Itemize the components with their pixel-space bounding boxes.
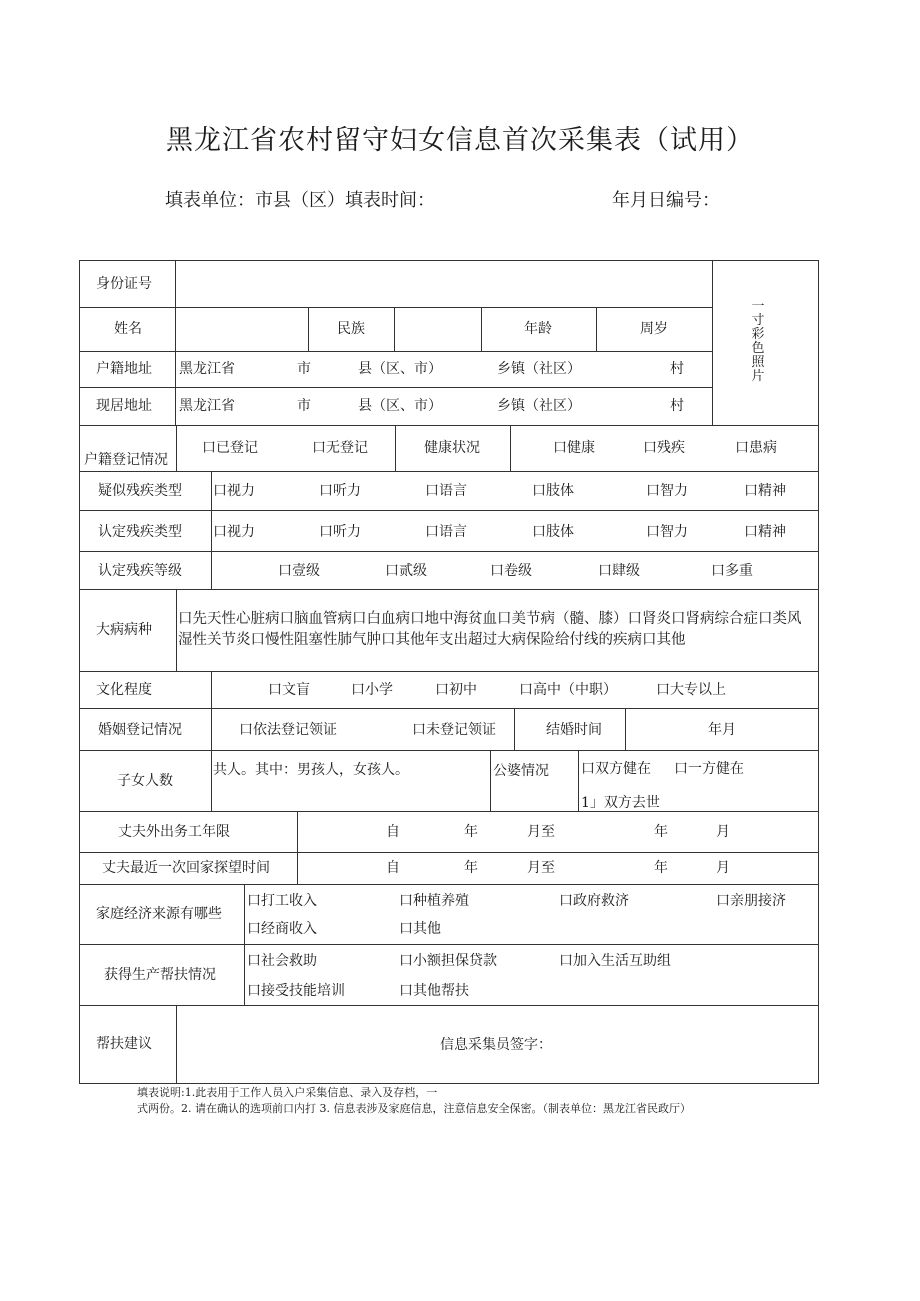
visit-year-1[interactable]: 年 xyxy=(464,860,478,876)
help-training-option[interactable]: 口接受技能培训 xyxy=(247,983,345,999)
edu-college-option[interactable]: 口大专以上 xyxy=(656,682,726,698)
live-village: 村 xyxy=(670,398,684,414)
in-laws-both-alive-option[interactable]: 口双方健在 xyxy=(581,761,651,777)
income-labor-option[interactable]: 口打工收入 xyxy=(247,893,317,909)
col-divider xyxy=(481,307,482,351)
col-divider xyxy=(712,260,713,425)
date-number-line: 年月日编号： xyxy=(612,190,720,211)
age-label: 年龄 xyxy=(524,321,552,337)
huji-county: 县（区、市） xyxy=(358,361,442,377)
suspected-mental-option[interactable]: 口精神 xyxy=(744,483,786,499)
fill-instructions-line-2: 式两份。2. 请在确认的选项前口内打 3. 信息表涉及家庭信息，注意信息安全保密。（制表单位：黑龙江省民政厅） xyxy=(137,1102,691,1115)
level-4-option[interactable]: 口肆级 xyxy=(598,563,640,579)
huji-town: 乡镇（社区） xyxy=(497,361,581,377)
income-farming-option[interactable]: 口种植养殖 xyxy=(399,893,469,909)
help-mutual-aid-option[interactable]: 口加入生活互助组 xyxy=(559,953,671,969)
confirmed-hearing-option[interactable]: 口听力 xyxy=(319,524,361,540)
work-year-2[interactable]: 年 xyxy=(654,824,668,840)
sick-option[interactable]: 口患病 xyxy=(735,440,777,456)
marriage-registration-label: 婚姻登记情况 xyxy=(98,722,182,738)
edu-primary-option[interactable]: 口小学 xyxy=(351,682,393,698)
health-label: 健康状况 xyxy=(424,440,480,456)
work-year-1[interactable]: 年 xyxy=(464,824,478,840)
confirmed-vision-option[interactable]: 口视力 xyxy=(213,524,255,540)
row-divider xyxy=(79,671,819,672)
in-laws-both-deceased-option[interactable]: 1」双方去世 xyxy=(581,795,660,811)
live-address-label: 现居地址 xyxy=(96,398,152,414)
edu-senior-option[interactable]: 口高中（中职） xyxy=(519,682,617,698)
col-divider xyxy=(395,425,396,471)
marriage-date-value[interactable]: 年月 xyxy=(708,722,736,738)
suspected-intellect-option[interactable]: 口智力 xyxy=(646,483,688,499)
huji-province: 黑龙江省 xyxy=(179,361,235,377)
row-divider xyxy=(79,811,819,812)
children-count-label: 子女人数 xyxy=(117,773,173,789)
suspected-speech-option[interactable]: 口语言 xyxy=(425,483,467,499)
edu-junior-option[interactable]: 口初中 xyxy=(435,682,477,698)
help-suggestion-label: 帮扶建议 xyxy=(96,1036,152,1052)
work-month[interactable]: 月 xyxy=(716,824,730,840)
row-divider xyxy=(79,551,819,552)
col-divider xyxy=(394,307,395,351)
visit-year-2[interactable]: 年 xyxy=(654,860,668,876)
confirmed-intellect-option[interactable]: 口智力 xyxy=(646,524,688,540)
husband-visit-label: 丈夫最近一次回家探望时间 xyxy=(102,860,270,876)
suspected-hearing-option[interactable]: 口听力 xyxy=(319,483,361,499)
confirmed-limb-option[interactable]: 口肢体 xyxy=(532,524,574,540)
id-number-label: 身份证号 xyxy=(96,276,152,292)
income-other-option[interactable]: 口其他 xyxy=(399,921,441,937)
disease-options-line-1[interactable]: 口先天性心脏病口脑血管病口白血病口地中海贫血口美节病（髓、膝）口肾炎口肾病综合症口类风 xyxy=(178,611,802,627)
col-divider xyxy=(176,425,177,471)
col-divider xyxy=(176,1005,177,1084)
work-month-to[interactable]: 月至 xyxy=(527,824,555,840)
ethnic-label: 民族 xyxy=(337,321,365,337)
level-3-option[interactable]: 口卷级 xyxy=(490,563,532,579)
row-divider xyxy=(79,852,819,853)
suspected-vision-option[interactable]: 口视力 xyxy=(213,483,255,499)
level-1-option[interactable]: 口壹级 xyxy=(278,563,320,579)
photo-char: 照 xyxy=(751,355,765,370)
photo-char: 色 xyxy=(751,341,765,356)
income-relatives-option[interactable]: 口亲朋接济 xyxy=(716,893,786,909)
col-divider xyxy=(244,884,245,1005)
name-label: 姓名 xyxy=(114,321,142,337)
col-divider xyxy=(596,307,597,351)
photo-char: 彩 xyxy=(751,327,765,342)
in-laws-label: 公婆情况 xyxy=(493,763,549,779)
in-laws-one-alive-option[interactable]: 口一方健在 xyxy=(674,761,744,777)
work-from: 自 xyxy=(386,824,400,840)
live-city: 市 xyxy=(297,398,311,414)
visit-from: 自 xyxy=(386,860,400,876)
huji-city: 市 xyxy=(297,361,311,377)
help-loan-option[interactable]: 口小额担保贷款 xyxy=(399,953,497,969)
collector-signature-field[interactable]: 信息采集员签字： xyxy=(440,1037,552,1053)
children-count-text[interactable]: 共人。其中：男孩人，女孩人。 xyxy=(213,762,409,778)
help-social-option[interactable]: 口社会救助 xyxy=(247,953,317,969)
marriage-unregistered-option[interactable]: 口未登记领证 xyxy=(412,722,496,738)
col-divider xyxy=(514,708,515,750)
level-2-option[interactable]: 口贰级 xyxy=(385,563,427,579)
photo-char: 寸 xyxy=(751,313,765,328)
row-divider xyxy=(79,471,819,472)
confirmed-speech-option[interactable]: 口语言 xyxy=(425,524,467,540)
confirmed-mental-option[interactable]: 口精神 xyxy=(744,524,786,540)
production-help-label: 获得生产帮扶情况 xyxy=(104,967,216,983)
photo-char: 一 xyxy=(751,299,765,314)
row-divider xyxy=(79,425,819,426)
row-divider xyxy=(79,944,819,945)
col-divider xyxy=(297,811,298,884)
suspected-disability-label: 疑似残疾类型 xyxy=(98,483,182,499)
live-county: 县（区、市） xyxy=(358,398,442,414)
edu-illiterate-option[interactable]: 口文盲 xyxy=(268,682,310,698)
registered-option[interactable]: 口已登记 xyxy=(202,440,258,456)
row-divider xyxy=(79,589,819,590)
fill-instructions-line-1: 填表说明:1.此表用于工作人员入户采集信息、录入及存档，一 xyxy=(137,1086,438,1099)
income-relief-option[interactable]: 口政府救济 xyxy=(559,893,629,909)
fill-unit-line: 填表单位：市县（区）填表时间： xyxy=(165,190,435,211)
col-divider xyxy=(578,750,579,811)
col-divider xyxy=(175,260,176,425)
row-divider xyxy=(79,510,819,511)
help-other-option[interactable]: 口其他帮扶 xyxy=(399,983,469,999)
marriage-legal-option[interactable]: 口依法登记领证 xyxy=(239,722,337,738)
row-divider xyxy=(79,1005,819,1006)
healthy-option[interactable]: 口健康 xyxy=(553,440,595,456)
live-town: 乡镇（社区） xyxy=(497,398,581,414)
col-divider xyxy=(211,671,212,811)
col-divider xyxy=(176,589,177,671)
col-divider xyxy=(490,750,491,811)
disabled-option[interactable]: 口残疾 xyxy=(643,440,685,456)
visit-month-to[interactable]: 月至 xyxy=(527,860,555,876)
zhousui-label: 周岁 xyxy=(640,321,668,337)
huji-address-label: 户籍地址 xyxy=(96,361,152,377)
income-business-option[interactable]: 口经商收入 xyxy=(247,921,317,937)
form-title: 黑龙江省农村留守妇女信息首次采集表（试用） xyxy=(166,125,754,156)
col-divider xyxy=(308,307,309,351)
income-sources-label: 家庭经济来源有哪些 xyxy=(96,906,222,922)
major-disease-label: 大病病种 xyxy=(96,622,152,638)
photo-placeholder xyxy=(748,300,768,384)
confirmed-disability-label: 认定残疾类型 xyxy=(98,524,182,540)
row-divider xyxy=(79,750,819,751)
live-province: 黑龙江省 xyxy=(179,398,235,414)
husband-work-label: 丈夫外出务工年限 xyxy=(118,824,230,840)
row-divider xyxy=(79,708,819,709)
education-label: 文化程度 xyxy=(96,682,152,698)
unregistered-option[interactable]: 口无登记 xyxy=(312,440,368,456)
suspected-limb-option[interactable]: 口肢体 xyxy=(532,483,574,499)
marriage-date-label: 结婚时间 xyxy=(546,722,602,738)
photo-char: 片 xyxy=(751,369,765,384)
level-multiple-option[interactable]: 口多重 xyxy=(711,563,753,579)
disease-options-line-2[interactable]: 湿性关节炎口慢性阻塞性肺气肿口其他年支出超过大病保险给付线的疾病口其他 xyxy=(178,632,686,648)
col-divider xyxy=(510,425,511,471)
row-divider xyxy=(79,884,819,885)
col-divider xyxy=(625,708,626,750)
disability-level-label: 认定残疾等级 xyxy=(98,563,182,579)
huji-registration-label: 户籍登记情况 xyxy=(84,452,168,468)
visit-month[interactable]: 月 xyxy=(716,860,730,876)
huji-village: 村 xyxy=(670,361,684,377)
col-divider xyxy=(211,471,212,589)
